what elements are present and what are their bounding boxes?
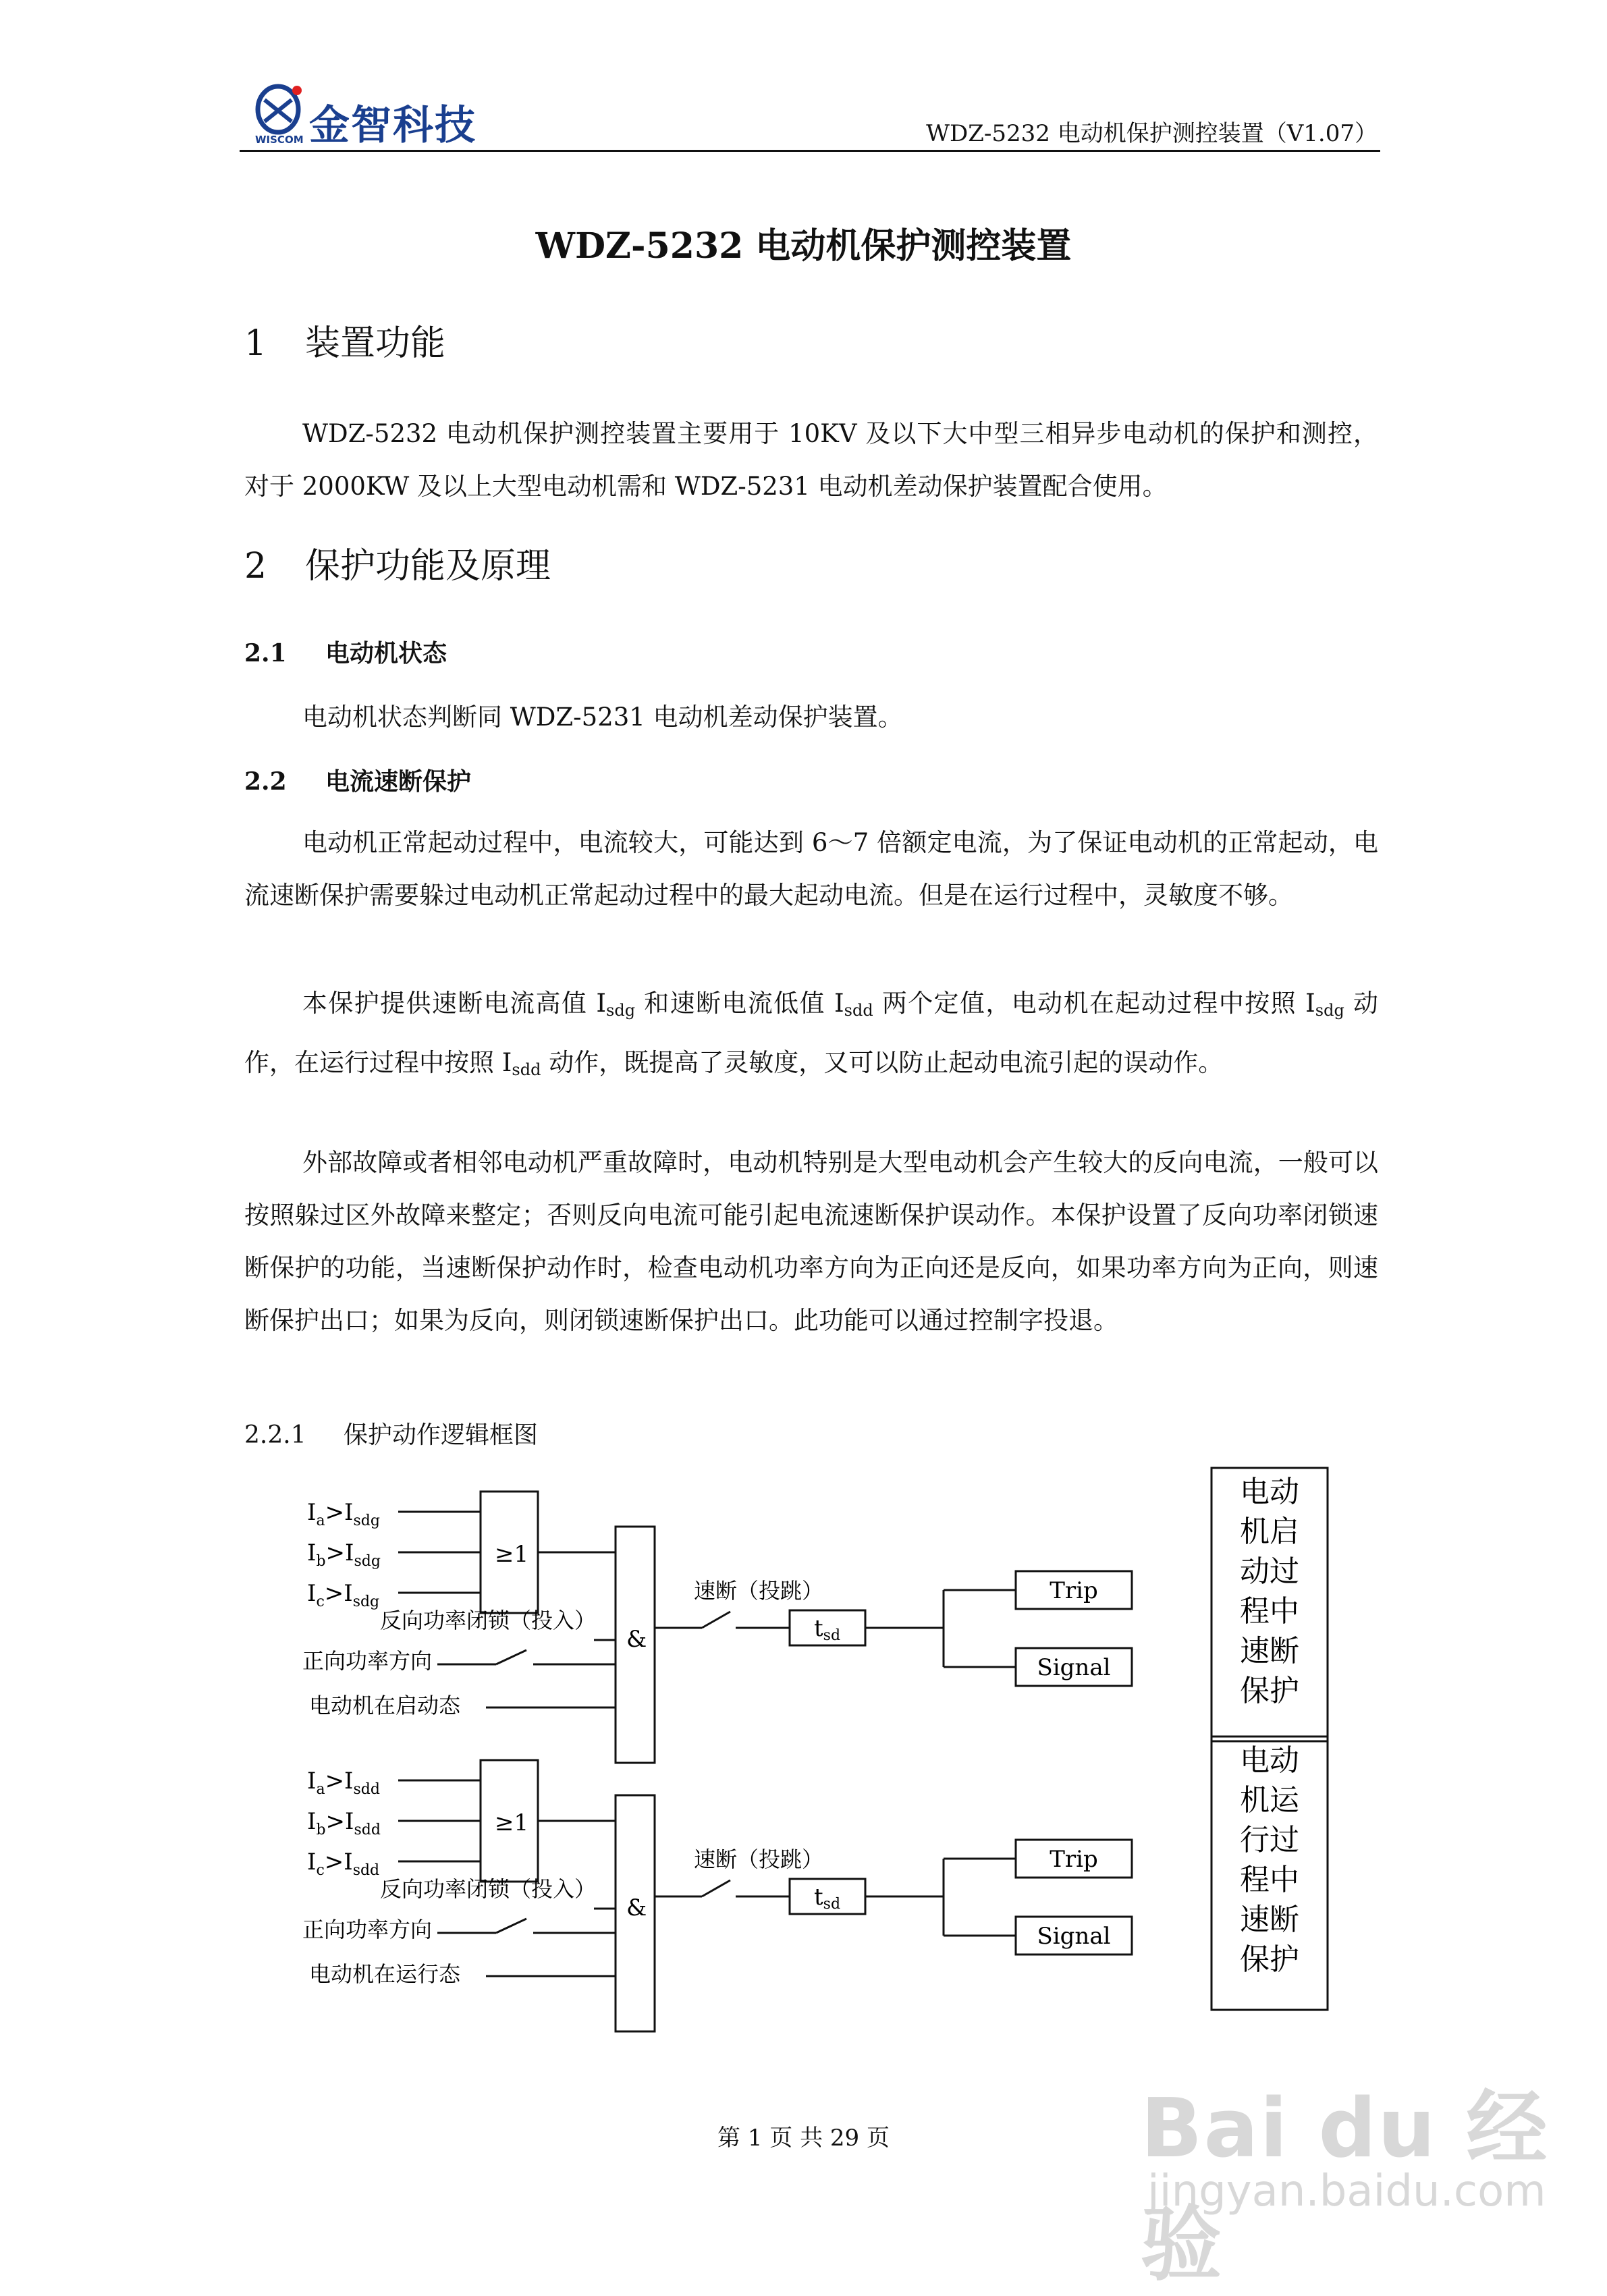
paragraph-2-2a: 电动机正常起动过程中，电流较大，可能达到 6～7 倍额定电流，为了保证电动机的正常起动，电流速断保护需要躲过电动机正常起动过程中的最大起动电流。但是在运行过程中，灵敏度不够。 xyxy=(244,828,1378,910)
paragraph-1: WDZ-5232 电动机保护测控装置主要用于 10KV 及以下大中型三相异步电动机的保护和测控，对于 2000KW 及以上大型电动机需和 WDZ-5231 电动机差动保护装置配合使用。 xyxy=(244,419,1378,501)
subsection-number: 2.2 xyxy=(244,767,287,796)
subsection-number: 2.2.1 xyxy=(244,1421,306,1449)
paragraph-2-2b: 本保护提供速断电流高值 $I_{sdg}$ 和速断电流低值 $I_{sdd}$ 两个定值，电动机在起动过程中按照 $I_{sdg}$ 动作，在运行过程中按照 $I_{sdd}$ 动作，既提高了灵敏度，又可以防止起动电流引起的误动作。 xyxy=(244,989,1378,1079)
reverse-power-lock-label: 反向功率闭锁（投入） xyxy=(380,1608,597,1633)
side-description-text: 电动 xyxy=(1240,1475,1299,1509)
and-gate-label: & xyxy=(626,1894,647,1921)
watermark: Bai du 经验 xyxy=(1141,2082,1549,2292)
reverse-power-lock-label: 反向功率闭锁（投入） xyxy=(380,1876,597,1902)
quick-break-switch-label: 速断（投跳） xyxy=(694,1578,824,1604)
current-input-label: $I_b>I_{sdg}$ xyxy=(307,1539,381,1570)
section-title: 装置功能 xyxy=(305,323,446,364)
paragraph-2-1: 电动机状态判断同 WDZ-5231 电动机差动保护装置。 xyxy=(302,703,903,732)
switch-contact xyxy=(702,1612,730,1628)
watermark-url: jingyan.baidu.com xyxy=(1147,2166,1546,2216)
subsection-number: 2.1 xyxy=(244,639,287,667)
page-title: WDZ-5232 电动机保护测控装置 xyxy=(535,225,1072,267)
timer-label: tsd xyxy=(814,1884,841,1913)
side-description-text: 速断 xyxy=(1240,1903,1299,1937)
trip-output-label: Trip xyxy=(1050,1846,1098,1873)
power-direction-label: 正向功率方向 xyxy=(302,1917,433,1942)
signal-output-label: Signal xyxy=(1037,1654,1111,1681)
section-number: 1 xyxy=(244,323,267,364)
power-direction-label: 正向功率方向 xyxy=(302,1648,433,1674)
switch-contact xyxy=(496,1919,526,1933)
side-description-text: 机启 xyxy=(1240,1514,1299,1549)
side-description-text: 动过 xyxy=(1240,1554,1299,1589)
signal-output-label: Signal xyxy=(1037,1923,1111,1950)
side-description-text: 电动 xyxy=(1240,1743,1299,1778)
or-gate-label: ≥1 xyxy=(495,1809,529,1836)
company-logo-text: 金智科技 xyxy=(309,102,476,149)
subsection-title: 电流速断保护 xyxy=(325,767,472,796)
subsection-title: 电动机状态 xyxy=(325,639,447,667)
current-input-label: $I_a>I_{sdd}$ xyxy=(307,1768,380,1798)
quick-break-switch-label: 速断（投跳） xyxy=(694,1847,824,1872)
side-description-text: 程中 xyxy=(1240,1863,1299,1897)
logic-block-start xyxy=(302,1468,1328,1763)
side-description-text: 速断 xyxy=(1240,1634,1299,1668)
current-input-label: $I_c>I_{sdd}$ xyxy=(307,1849,380,1879)
page-footer: 第 1 页 共 29 页 xyxy=(717,2125,890,2152)
logic-block-run xyxy=(302,1737,1328,2031)
side-description-text: 机运 xyxy=(1240,1783,1299,1817)
trip-output-label: Trip xyxy=(1050,1577,1098,1604)
current-input-label: $I_a>I_{sdg}$ xyxy=(307,1499,380,1529)
paragraph-2-2c: 外部故障或者相邻电动机严重故障时，电动机特别是大型电动机会产生较大的反向电流，一般可以按照躲过区外故障来整定；否则反向电流可能引起电流速断保护误动作。本保护设置了反向功率闭锁速断保护的功能，当速断保护动作时，检查电动机功率方向为正向还是反向，如果功率方向为正向，则速断保护出口；如果为反向，则闭锁速断保护出口。此功能可以通过控制字投退。 xyxy=(244,1148,1378,1335)
current-input-label: $I_c>I_{sdg}$ xyxy=(307,1580,380,1610)
side-description-text: 行过 xyxy=(1240,1823,1299,1857)
header-doc-title: WDZ-5232 电动机保护测控装置（V1.07） xyxy=(926,120,1378,147)
subsection-title: 保护动作逻辑框图 xyxy=(344,1421,539,1449)
and-gate-label: & xyxy=(626,1626,647,1653)
motor-state-label: 电动机在启动态 xyxy=(309,1693,461,1718)
switch-contact xyxy=(496,1650,526,1664)
section-title: 保护功能及原理 xyxy=(305,546,551,586)
or-gate-label: ≥1 xyxy=(495,1541,529,1568)
side-description-text: 保护 xyxy=(1240,1674,1299,1708)
side-description-text: 保护 xyxy=(1240,1942,1299,1977)
section-number: 2 xyxy=(244,546,267,586)
side-description-text: 程中 xyxy=(1240,1594,1299,1629)
switch-contact xyxy=(702,1880,730,1896)
timer-label: tsd xyxy=(814,1615,841,1644)
current-input-label: $I_b>I_{sdd}$ xyxy=(307,1808,381,1838)
company-logo-sub: WISCOM xyxy=(255,134,304,146)
motor-state-label: 电动机在运行态 xyxy=(309,1961,461,1987)
